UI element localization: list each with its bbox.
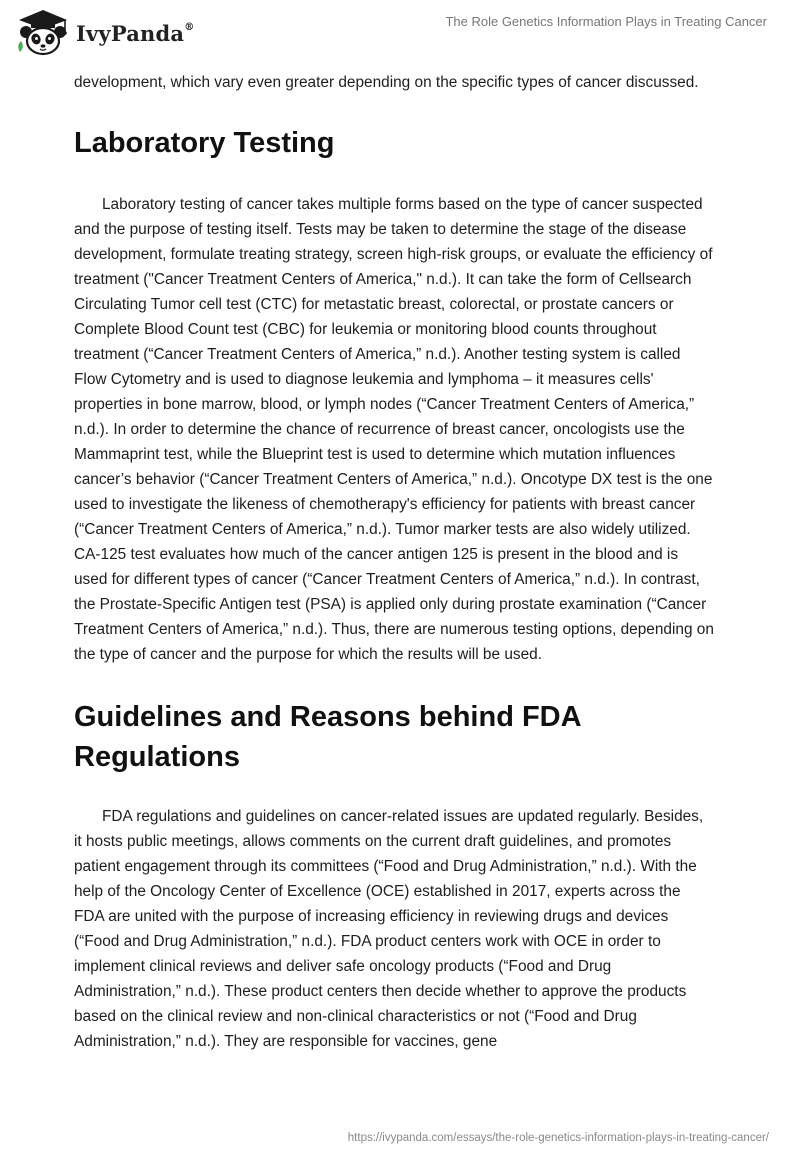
essay-content [74, 70, 714, 1054]
section-heading-laboratory-testing: Laboratory Testing [74, 127, 335, 159]
lead-paragraph: development, which vary even greater depending on the specific types of cancer discussed. [74, 74, 699, 91]
page-header [0, 0, 800, 60]
logo-wordmark: IvyPanda® [76, 20, 195, 46]
site-logo[interactable] [14, 8, 194, 58]
footer-url-link[interactable]: https://ivypanda.com/essays/the-role-genetics-information-plays-in-treating-cancer/ [347, 1132, 769, 1144]
section-paragraph-laboratory-testing: Laboratory testing of cancer takes multiple forms based on the type of cancer suspected and the purpose of testing itself. Tests may be taken to determine the stage of the disease development, formulate treating strategy, screen high-risk groups, or evaluate the efficiency of treatment ("Cancer Treatment Centers of America," n.d.). It can take the form of Cellsearch Circulating Tumor cell test (CTC) for metastatic breast, colorectal, or prostate cancers or Complete Blood Count test (CBC) for leukemia or monitoring blood counts throughout treatment (“Cancer Treatment Centers of America,” n.d.). Another testing system is called Flow Cytometry and is used to diagnose leukemia and lymphoma – it measures cells' properties in bone marrow, blood, or lymph nodes (“Cancer Treatment Centers of America,” n.d.). In order to determine the chance of recurrence of breast cancer, oncologists use the Mammaprint test, while the Blueprint test is used to determine which mutation influences cancer’s behavior (“Cancer Treatment Centers of America,” n.d.). Oncotype DX test is the one used to investigate the likeness of chemotherapy's efficiency for patients with breast cancer (“Cancer Treatment Centers of America,” n.d.). Tumor marker tests are also widely utilized. CA-125 test evaluates how much of the cancer antigen 125 is present in the blood and is used for different types of cancer (“Cancer Treatment Centers of America,” n.d.). In contrast, the Prostate-Specific Antigen test (PSA) is applied only during prostate examination (“Cancer Treatment Centers of America,” n.d.). Thus, there are numerous testing options, depending on the type of cancer and the purpose for which the results will be used. [74, 196, 714, 663]
section-paragraph-fda-regulations: FDA regulations and guidelines on cancer-related issues are updated regularly. Besides, it hosts public meetings, allows comments on the current draft guidelines, and promotes patient engagement through its committees (“Food and Drug Administration,” n.d.). With the help of the Oncology Center of Excellence (OCE) established in 2017, experts across the FDA are united with the purpose of increasing efficiency in reviewing drugs and devices (“Food and Drug Administration,” n.d.). FDA product centers work with OCE in order to implement clinical reviews and deliver safe oncology products (“Food and Drug Administration,” n.d.). These product centers then decide whether to approve the products based on the clinical review and non-clinical characteristics or not (“Food and Drug Administration,” n.d.). They are responsible for vaccines, gene [74, 808, 704, 1050]
panda-logo-icon [14, 8, 72, 58]
document-title: The Role Genetics Information Plays in Treating Cancer [445, 14, 767, 29]
section-heading-fda-regulations: Guidelines and Reasons behind FDA Regulations [74, 701, 581, 773]
